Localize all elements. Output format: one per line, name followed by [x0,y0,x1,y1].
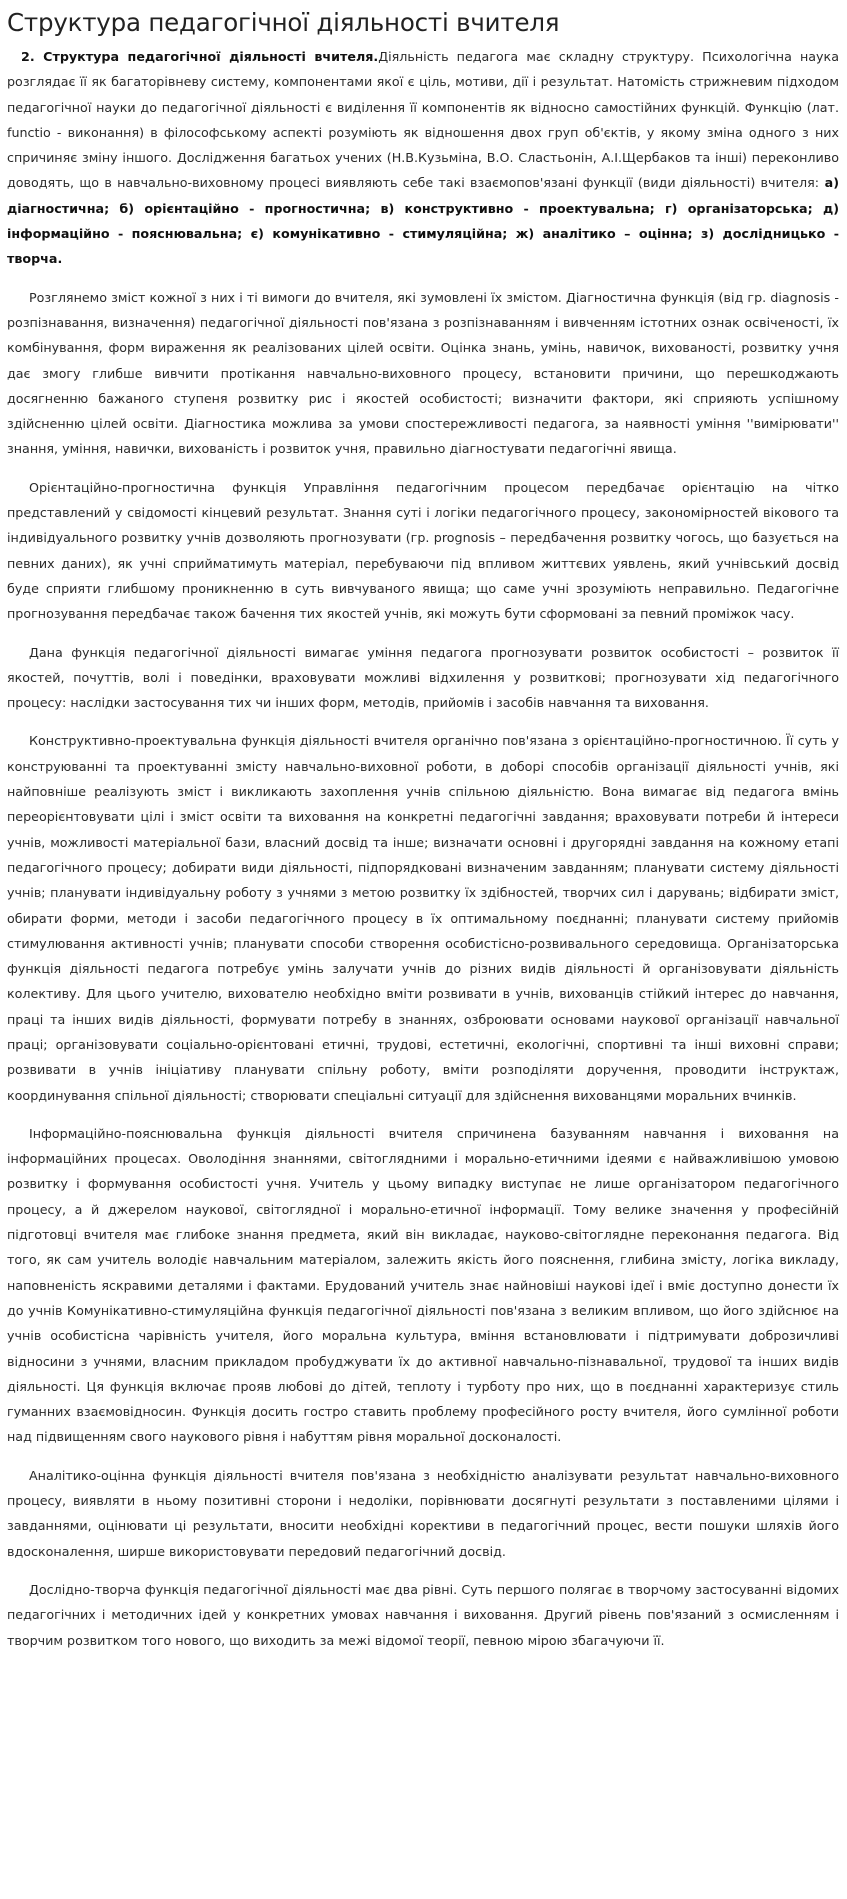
paragraph-research: Дослідно-творча функція педагогічної діяльності має два рівні. Суть першого полягає в творчому застосуванні відомих педагогічних і методичних ідей у конкретних умовах навчання і виховання. Другий рівень пов'язаний з осмисленням і творчим розвитком того нового, що виходить за межі відомої теорії, певною мірою збагачуючи її. [7,1581,839,1648]
paragraph-diagnostic: Розглянемо зміст кожної з них і ті вимоги до вчителя, які зумовлені їх змістом. Діагностична функція (від гр. diagnosis - розпізнавання, визначення) педагогічної діяльності пов'язана з розпізнаванням і вивченням істотних ознак освіченості, їх комбінування, форм вираження як реалізованих цілей освіти. Оцінка знань, умінь, навичок, вихованості, розвитку учня дає змогу глибше вивчити протікання навчально-виховного процесу, встановити причини, що перешкоджають досягненню бажаного ступеня розвитку рис і якостей особистості; визначити фактори, які сприяють успішному здійсненню цілей освіти. Діагностика можлива за умови спостережливості педагога, за наявності уміння ''вимірювати'' знання, уміння, навички, вихованість і розвиток учня, правильно діагностувати педагогічні явища. [7,289,839,457]
paragraph-structure [7,44,839,272]
paragraph-informational: Інформаційно-пояснювальна функція діяльності вчителя спричинена базуванням навчання і виховання на інформаційних процесах. Оволодіння знаннями, світоглядними і морально-етичними ідеями є найважливішою умовою розвитку і формування особистості учня. Учитель у цьому випадку виступає не лише організатором педагогічного процесу, а й джерелом наукової, світоглядної і морально-етичної інформації. Тому велике значення у професійній підготовці вчителя має глибоке знання предмета, який він викладає, науково-світоглядне переконання педагога. Від того, як сам учитель володіє навчальним матеріалом, залежить якість його пояснення, глибина змісту, логіка викладу, наповненість яскравими деталями і фактами. Ерудований учитель знає найновіші наукові ідеї і вміє доступно донести їх до учнів Комунікативно-стимуляційна функція педагогічної діяльності пов'язана з великим впливом, що його здійснює на учнів особистісна чарівність учителя, його моральна культура, вміння встановлювати і підтримувати доброзичливі відносини з учнями, власним прикладом пробуджувати їх до активної навчально-пізнавальної, трудової та інших видів діяльності. Ця функція включає прояв любові до дітей, теплоту і турботу про них, що в поєднанні характеризує стиль гуманних взаємовідносин. Функція досить гостро ставить проблему професійного росту вчителя, його сумлінної роботи над підвищенням свого наукового рівня і набуттям рівня моральної досконалості. [7,1125,839,1445]
section-lead: 2. Структура педагогічної діяльності вчителя. [21,49,379,64]
paragraph-prognosis: Дана функція педагогічної діяльності вимагає уміння педагога прогнозувати розвиток особистості – розвиток її якостей, почуттів, волі і поведінки, враховувати можливі відхилення у розвиткові; прогнозувати хід педагогічного процесу: наслідки застосування тих чи інших форм, методів, прийомів і засобів навчання та виховання. [7,644,839,711]
paragraph-constructive: Конструктивно-проектувальна функція діяльності вчителя органічно пов'язана з орієнтаційно-прогностичною. Її суть у конструюванні та проектуванні змісту навчально-виховної роботи, в доборі способів організації діяльності учнів, які найповніше реалізують зміст і викликають захоплення учнів спільною діяльністю. Вона вимагає від педагога вмінь переорієнтовувати цілі і зміст освіти та виховання на конкретні педагогічні завдання; враховувати потреби й інтереси учнів, можливості матеріальної бази, власний досвід та інше; визначати основні і другорядні завдання на кожному етапі педагогічного процесу; добирати види діяльності, підпорядковані визначеним завданням; планувати систему діяльності учнів; планувати індивідуальну роботу з учнями з метою розвитку їх здібностей, творчих сил і дарувань; відбирати зміст, обирати форми, методи і засоби педагогічного процесу в їх оптимальному поєднанні; планувати систему прийомів стимулювання активності учнів; планувати способи створення особистісно-розвивального середовища. Організаторська функція діяльності педагога потребує умінь залучати учнів до різних видів діяльності й організовувати діяльність колективу. Для цього учителю, вихователю необхідно вміти розвивати в учнів, вихованців стійкий інтерес до навчання, праці та інших видів діяльності, формувати потребу в знаннях, озброювати основами наукової організації навчальної праці; організовувати соціально-орієнтовані етичні, трудові, естетичні, екологічні, спортивні та інші виховні справи; розвивати в учнів ініціативу планувати спільну роботу, вміти розподіляти доручення, проводити інструктаж, координування спільної діяльності; створювати спеціальні ситуації для здійснення вихованцями моральних вчинків. [7,733,839,1103]
structure-text: Діяльність педагога має складну структуру. Психологічна наука розглядає її як багаторівневу систему, компонентами якої є ціль, мотиви, дії і результат. Натомість стрижневим підходом педагогічної науки до педагогічної діяльності є виділення її компонентів як відносно самостійних функцій. Функцію (лат. functio - виконання) в філософському аспекті розуміють як відношення двох груп об'єктів, у якому зміна одного з них спричиняє зміну іншого. Дослідження багатьох учених (Н.В.Кузьміна, В.О. Сластьонін, А.І.Щербаков та інші) переконливо доводять, що в навчально-виховному процесі виявляють себе такі взаємопов'язані функції (види діяльності) вчителя: [7,49,839,191]
page-title: Структура педагогічної діяльності вчителя [7,8,560,37]
paragraph-analytical: Аналітико-оцінна функція діяльності вчителя пов'язана з необхідністю аналізувати результат навчально-виховного процесу, виявляти в ньому позитивні сторони і недоліки, порівнювати досягнуті результати з поставленими цілями і завданнями, оцінювати ці результати, вносити необхідні корективи в педагогічний процес, вести пошуки шляхів його вдосконалення, ширше використовувати передовий педагогічний досвід. [7,1467,839,1559]
functions-list: а) діагностична; б) орієнтаційно - прогностична; в) конструктивно - проектувальна; г) організаторська; д) інформаційно - пояснювальна; є) комунікативно - стимуляційна; ж) аналітико – оцінна; з) дослідницько - творча. [7,175,840,267]
paragraph-orientation: Орієнтаційно-прогностична функція Управління педагогічним процесом передбачає орієнтацію на чітко представлений у свідомості кінцевий результат. Знання суті і логіки педагогічного процесу, закономірностей вікового та індивідуального розвитку учнів дозволяють прогнозувати (гр. prognosis – передбачення розвитку чогось, що базується на певних даних), як учні сприйматимуть матеріал, перебуваючи під впливом життєвих уявлень, який учнівський досвід буде сприяти глибшому проникненню в суть вивчуваного явища; що саме учні зрозуміють неправильно. Педагогічне прогнозування передбачає також бачення тих якостей учнів, які можуть бути сформовані за певний проміжок часу. [7,479,839,622]
